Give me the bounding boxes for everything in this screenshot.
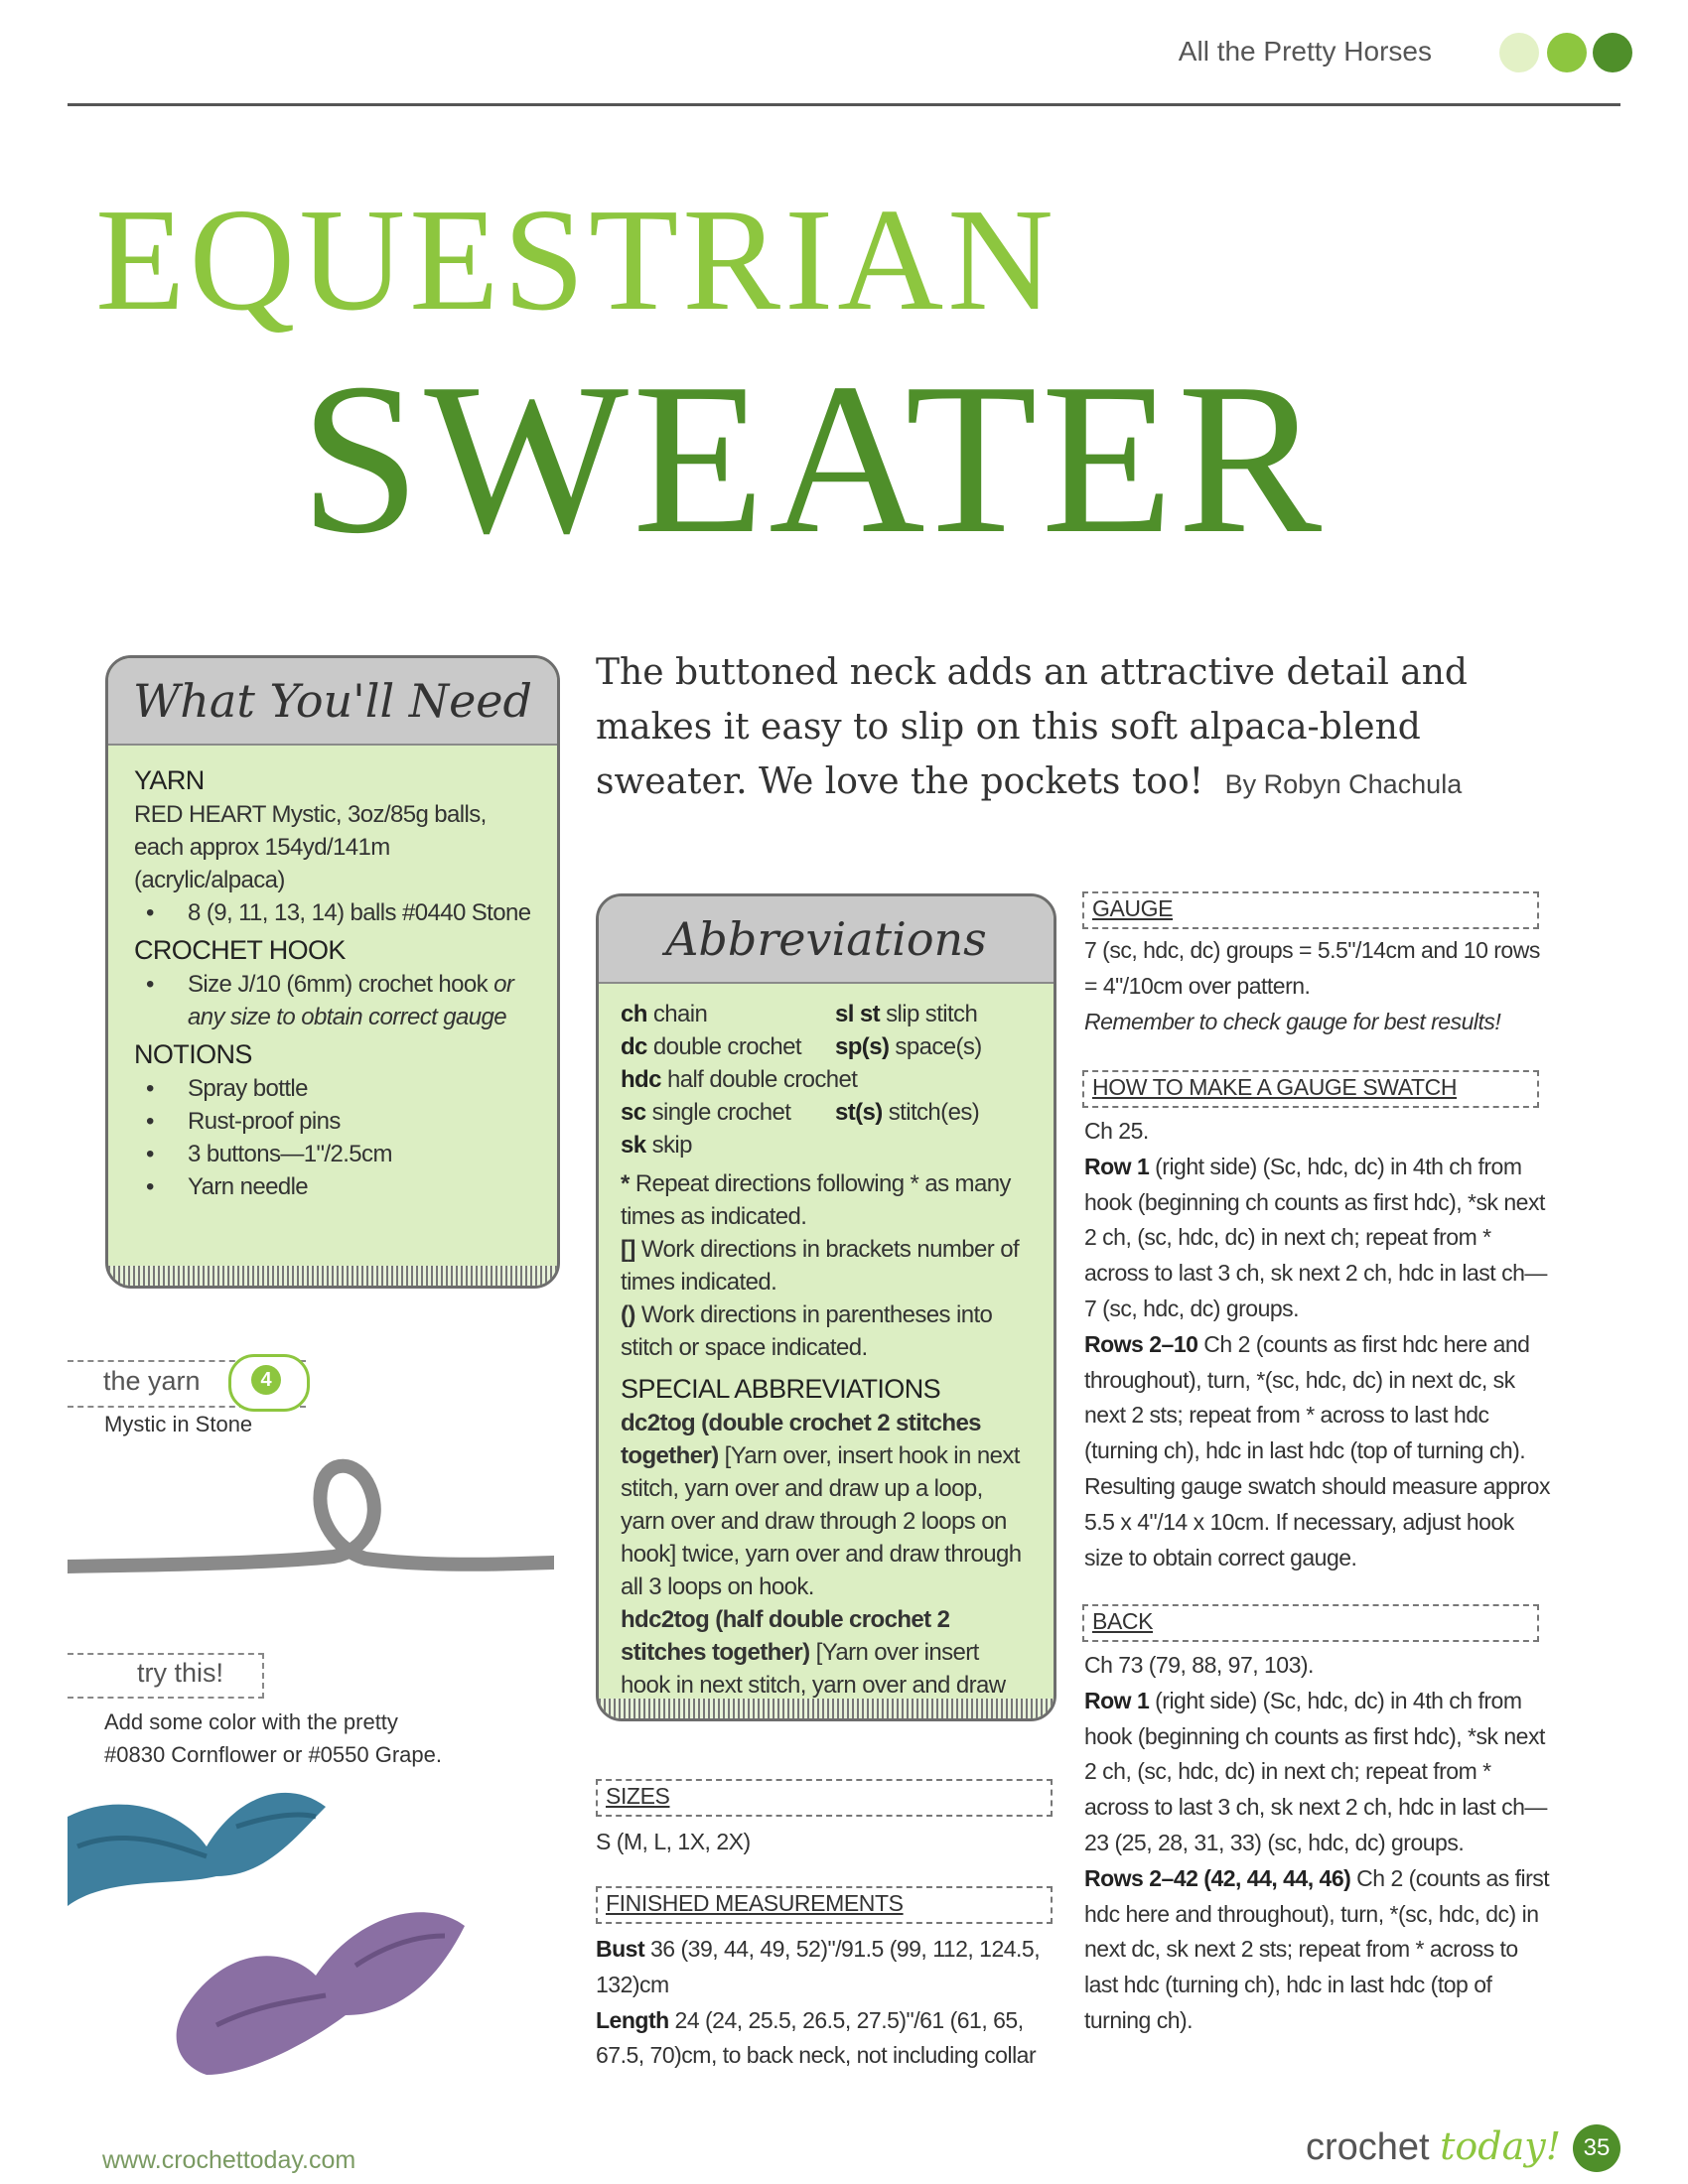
bust-label: Bust	[596, 1936, 645, 1962]
page-title-line2: SWEATER	[300, 340, 1327, 579]
hook-italic: or any size to obtain correct gauge	[188, 971, 514, 1030]
hook-heading: CROCHET HOOK	[134, 935, 346, 965]
yarn-weight-icon	[228, 1354, 310, 1412]
length-label: Length	[596, 2006, 669, 2033]
finished-measurements-text	[596, 1932, 1053, 2074]
abbr-def: double crochet	[652, 1033, 801, 1060]
page-number: 35	[1573, 2124, 1620, 2172]
bust-text: 36 (39, 44, 49, 52)"/91.5 (99, 112, 124.5, 132)cm	[596, 1936, 1041, 1997]
abbr-note-symbol: ()	[621, 1301, 635, 1328]
abbr-entry	[621, 1063, 1028, 1096]
yarn-weight-number: 4	[251, 1365, 281, 1395]
footer-brand	[1306, 2124, 1561, 2169]
gauge-label-box	[1082, 891, 1539, 929]
abbr-term: ch	[621, 1001, 647, 1027]
back-section	[1084, 1648, 1551, 2039]
abbr-term: sk	[621, 1132, 646, 1159]
grape-yarn-icon	[177, 1912, 465, 2075]
finished-measurements-label-box	[596, 1886, 1053, 1924]
abbr-note	[621, 1298, 1028, 1364]
abbr-def: chain	[652, 1001, 708, 1027]
special-abbr-term: dc2tog (double crochet 2 stitches together)	[621, 1410, 981, 1469]
brand-name: crochet	[1305, 2126, 1430, 2168]
back-label: BACK	[1092, 1608, 1154, 1634]
notion-item: • 3 buttons—1"/2.5cm	[134, 1138, 531, 1170]
stitched-edge	[108, 1266, 557, 1286]
yarn-bullet: • 8 (9, 11, 13, 14) balls #0440 Stone	[134, 896, 531, 929]
abbreviation-list	[621, 998, 1028, 1161]
swatch-rows-text: Ch 2 (counts as first hdc here and throughout), turn, *(sc, hdc, dc) in next dc, sk next 2 sts; repeat from * across to last hdc (turning ch), hdc in last hdc (top of turning ch). Resulting gauge swatch should measure approx 5.5 x 4"/14 x 10cm. If necessary, adjust hook size to obtain correct gauge.	[1084, 1330, 1550, 1570]
abbr-note-symbol: *	[621, 1170, 630, 1197]
special-abbr-term: hdc2tog (half double crochet 2 stitches together)	[621, 1606, 950, 1666]
header-rule	[68, 103, 1620, 106]
abbr-note	[621, 1233, 1028, 1298]
footer-url[interactable]: www.crochettoday.com	[102, 2146, 356, 2174]
notions-heading: NOTIONS	[134, 1039, 252, 1069]
swatch-rows-label: Rows 2–10	[1084, 1330, 1198, 1357]
page-title-line1: EQUESTRIAN	[95, 179, 1058, 341]
finished-measurements-label: FINISHED MEASUREMENTS	[606, 1890, 904, 1916]
header-dot-dark	[1593, 33, 1632, 72]
back-rows-text: Ch 2 (counts as first hdc here and throughout), turn, *(sc, hdc, dc) in next dc, sk next 2 sts; repeat from * across to last hdc (turning ch), hdc in last hdc (top of turning ch).	[1084, 1864, 1550, 2033]
abbr-def: slip stitch	[886, 1001, 978, 1027]
bust-line	[596, 1932, 1053, 2003]
back-chain: Ch 73 (79, 88, 97, 103).	[1084, 1652, 1314, 1678]
abbreviations-box	[596, 893, 1056, 1721]
gauge-note: Remember to check gauge for best results!	[1084, 1008, 1501, 1034]
abbreviations-heading: Abbreviations	[599, 896, 1054, 984]
swatch-chain: Ch 25.	[1084, 1118, 1149, 1144]
abbr-def: half double crochet	[666, 1066, 858, 1093]
abbr-note-text: Work directions in brackets number of times indicated.	[621, 1236, 1020, 1296]
sizes-label: SIZES	[606, 1783, 670, 1809]
abbr-def: stitch(es)	[888, 1099, 980, 1126]
sizes-text: S (M, L, 1X, 2X)	[596, 1829, 751, 1854]
gauge-swatch-label: HOW TO MAKE A GAUGE SWATCH	[1092, 1074, 1458, 1100]
gauge-swatch-label-box	[1082, 1070, 1539, 1108]
abbr-term: sl st	[835, 1001, 881, 1027]
abbr-entry	[835, 998, 1028, 1030]
yarn-label: the yarn	[103, 1366, 201, 1396]
abbr-note-text: Repeat directions following * as many times as indicated.	[621, 1170, 1011, 1230]
abbr-entry	[621, 1030, 835, 1063]
gauge-text: 7 (sc, hdc, dc) groups = 5.5"/14cm and 10 rows = 4"/10cm over pattern.	[1084, 937, 1540, 999]
back-label-box	[1082, 1604, 1539, 1642]
sizes-label-box	[596, 1779, 1053, 1817]
yarn-heading: YARN	[134, 765, 205, 795]
try-this-label-box	[68, 1653, 264, 1699]
header-dot-mid	[1547, 33, 1587, 72]
length-text: 24 (24, 25.5, 26.5, 27.5)"/61 (61, 65, 67.5, 70)cm, to back neck, not including collar	[596, 2006, 1037, 2069]
back-row1-label: Row 1	[1084, 1687, 1150, 1713]
abbr-term: sc	[621, 1099, 646, 1126]
length-line	[596, 2003, 1053, 2075]
swatch-rows	[1084, 1327, 1551, 1576]
abbr-note-text: Work directions in parentheses into stitch or space indicated.	[621, 1301, 993, 1361]
gauge-section	[1084, 933, 1551, 1039]
yarn-name: Mystic in Stone	[104, 1412, 253, 1436]
abbr-term: dc	[621, 1033, 647, 1060]
abbr-entry	[835, 1096, 1028, 1129]
abbr-def: single crochet	[651, 1099, 791, 1126]
cornflower-yarn-icon	[68, 1793, 326, 1906]
notion-item: • Rust-proof pins	[134, 1105, 531, 1138]
yarn-strand-image	[68, 1439, 554, 1598]
special-abbr-text: [Yarn over, insert hook in next stitch, yarn over and draw up a loop, yarn over and draw through 2 loops on hook] twice, yarn over and draw through all 3 loops on hook.	[621, 1442, 1022, 1600]
special-abbr-heading: SPECIAL ABBREVIATIONS	[621, 1374, 941, 1404]
abbr-entry	[621, 998, 835, 1030]
yarn-skeins-image	[68, 1777, 494, 2095]
swatch-row1	[1084, 1150, 1551, 1327]
hook-item	[134, 968, 531, 1033]
abbr-entry	[835, 1030, 1028, 1063]
abbr-term: hdc	[621, 1066, 661, 1093]
back-row1-text: (right side) (Sc, hdc, dc) in 4th ch from hook (beginning ch counts as first hdc), *sk next 2 ch, (sc, hdc, dc) in next ch; repeat from * across to last 3 ch, sk next 2 ch, hdc in last ch—23 (25, 28, 31, 33) (sc, hdc, dc) groups.	[1084, 1687, 1547, 1855]
gauge-label: GAUGE	[1092, 895, 1174, 921]
special-abbr-text: [Yarn over insert hook in next stitch, yarn over and draw	[621, 1639, 1006, 1699]
swatch-row1-label: Row 1	[1084, 1153, 1150, 1179]
hook-text: Size J/10 (6mm) crochet hook	[188, 971, 488, 998]
byline: By Robyn Chachula	[1224, 769, 1463, 799]
gauge-swatch-section	[1084, 1114, 1551, 1575]
abbr-def: space(s)	[895, 1033, 982, 1060]
yarn-text: RED HEART Mystic, 3oz/85g balls, each approx 154yd/141m (acrylic/alpaca)	[134, 801, 487, 893]
notion-item: • Yarn needle	[134, 1170, 531, 1203]
header-dot-light	[1499, 33, 1539, 72]
back-row1	[1084, 1684, 1551, 1861]
abbr-term: st(s)	[835, 1099, 883, 1126]
abbr-entry	[621, 1129, 1028, 1161]
stitched-edge	[599, 1699, 1054, 1718]
abbr-def: skip	[651, 1132, 692, 1159]
intro-paragraph	[596, 645, 1470, 812]
abbr-entry	[621, 1096, 835, 1129]
try-this-text: Add some color with the pretty #0830 Cornflower or #0550 Grape.	[104, 1709, 442, 1767]
try-this-label: try this!	[137, 1658, 224, 1688]
swatch-row1-text: (right side) (Sc, hdc, dc) in 4th ch from hook (beginning ch counts as first hdc), *sk next 2 ch, (sc, hdc, dc) in next ch; repeat from * across to last 3 ch, sk next 2 ch, hdc in last ch—7 (sc, hdc, dc) groups.	[1084, 1153, 1547, 1321]
abbr-note-symbol: []	[621, 1236, 635, 1263]
what-youll-need-box	[105, 655, 560, 1289]
intro-text: The buttoned neck adds an attractive detail and makes it easy to slip on this soft alpaca-blend sweater. We love the pockets too!	[596, 652, 1468, 802]
section-title: All the Pretty Horses	[1178, 36, 1432, 67]
special-abbr	[621, 1407, 1028, 1603]
back-rows	[1084, 1861, 1551, 2039]
abbr-term: sp(s)	[835, 1033, 890, 1060]
abbr-note	[621, 1167, 1028, 1233]
brand-script: today!	[1440, 2124, 1561, 2168]
needs-heading: What You'll Need	[108, 658, 557, 746]
back-rows-label: Rows 2–42 (42, 44, 44, 46)	[1084, 1864, 1351, 1891]
notion-item: • Spray bottle	[134, 1072, 531, 1105]
